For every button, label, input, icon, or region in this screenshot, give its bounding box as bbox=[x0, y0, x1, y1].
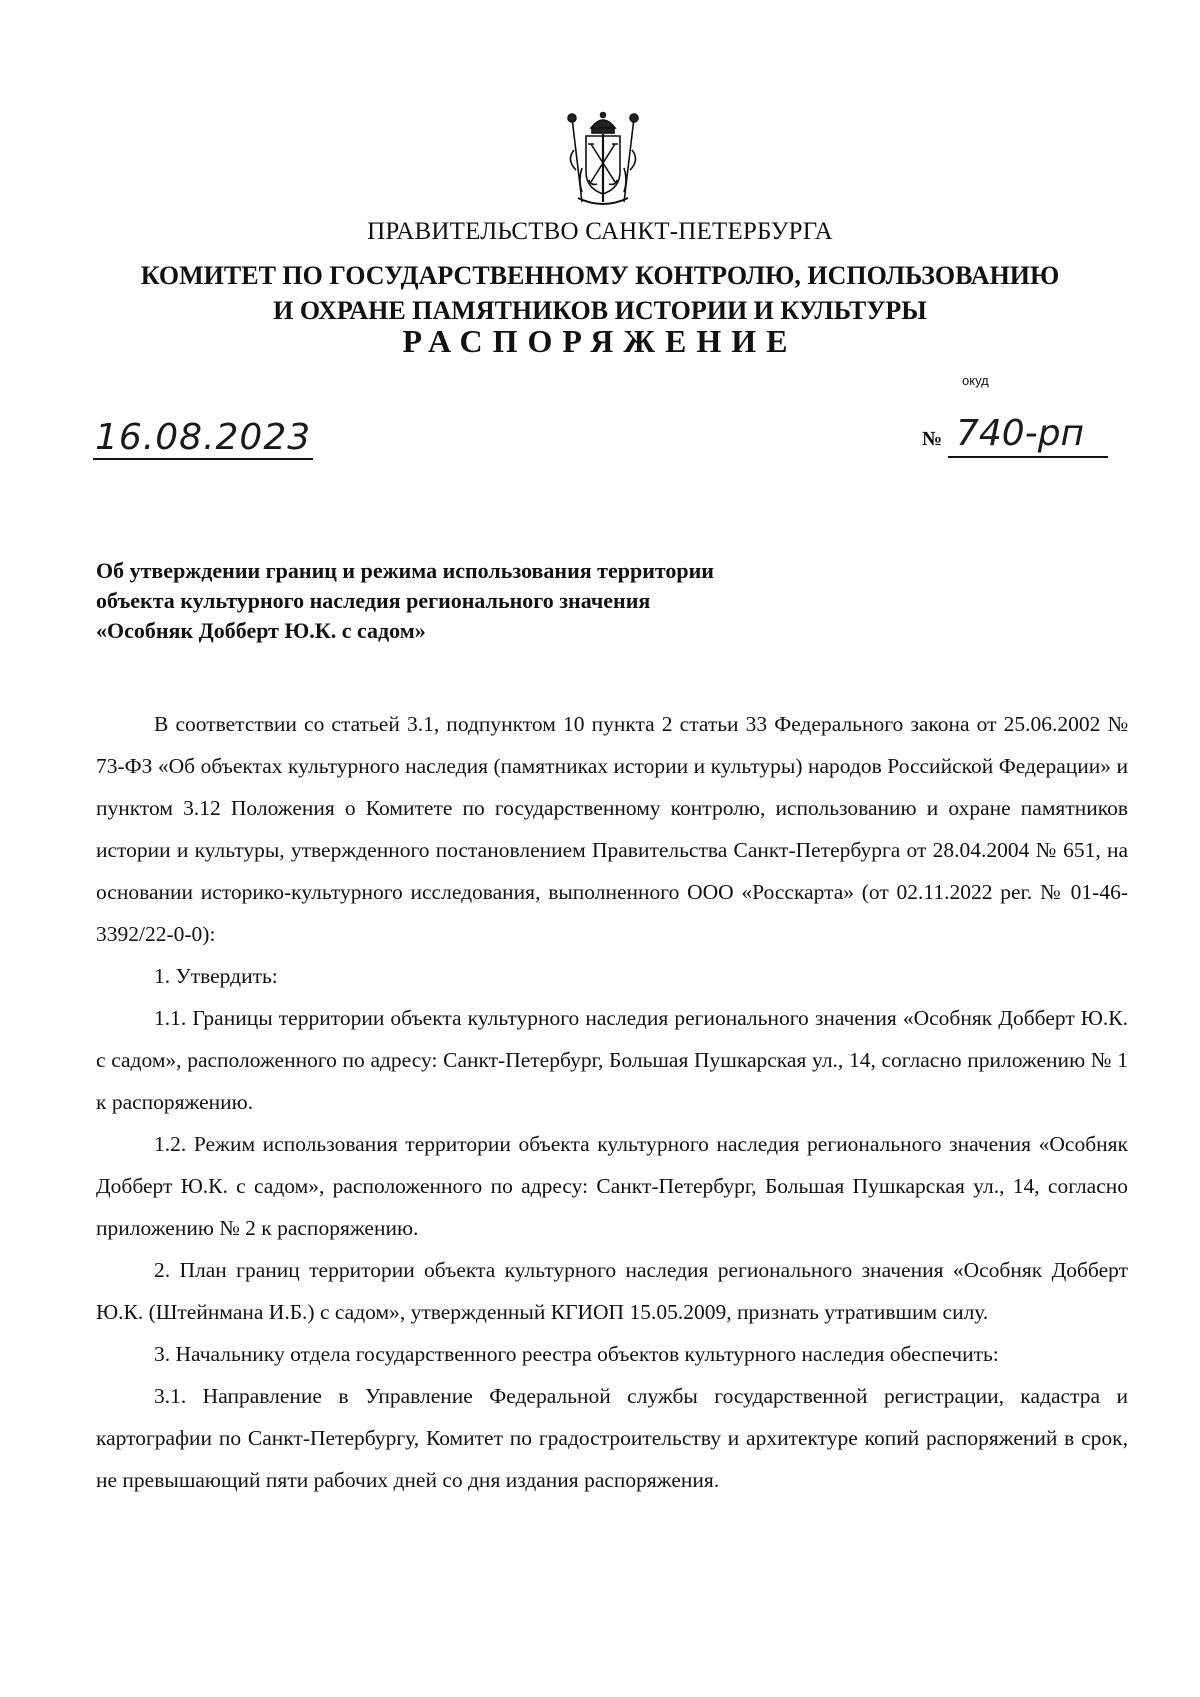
committee-name bbox=[0, 258, 1200, 328]
government-name: ПРАВИТЕЛЬСТВО САНКТ-ПЕТЕРБУРГА bbox=[367, 218, 833, 245]
paragraph-2: 2. План границ территории объекта культурного наследия регионального значения «Особняк Добберт Ю.К. (Штейнмана И.Б.) с садом», утвержденный КГИОП 15.05.2009, признать утратившим силу. bbox=[96, 1258, 1128, 1324]
document-number: 740-рп bbox=[948, 412, 1108, 458]
coat-of-arms-icon bbox=[564, 110, 642, 210]
paragraph-3-1: 3.1. Направление в Управление Федеральной службы государственной регистрации, кадастра и картографии по Санкт-Петербургу, Комитет по градостроительству и архитектуре копий распоряжений в срок, не превышающий пяти рабочих дней со дня издания распоряжения. bbox=[96, 1384, 1128, 1492]
document-type: РАСПОРЯЖЕНИЕ bbox=[402, 323, 798, 359]
paragraph-3: 3. Начальнику отдела государственного реестра объектов культурного наследия обеспечить: bbox=[154, 1342, 999, 1366]
subject-line-3: «Особняк Добберт Ю.К. с садом» bbox=[96, 618, 426, 643]
subject-line-2: объекта культурного наследия регионального значения bbox=[96, 588, 651, 613]
committee-line-1: КОМИТЕТ ПО ГОСУДАРСТВЕННОМУ КОНТРОЛЮ, ИСПОЛЬЗОВАНИЮ bbox=[140, 261, 1060, 290]
paragraph-1-1: 1.1. Границы территории объекта культурного наследия регионального значения «Особняк Добберт Ю.К. с садом», расположенного по адресу: Санкт-Петербург, Большая Пушкарская ул., 14, согласно приложению № 1 к распоряжению. bbox=[96, 1006, 1128, 1114]
document-body bbox=[96, 703, 1128, 1501]
document-subject bbox=[96, 556, 714, 646]
document-date: 16.08.2023 bbox=[95, 417, 312, 458]
number-label: № bbox=[922, 428, 943, 450]
subject-line-1: Об утверждении границ и режима использования территории bbox=[96, 558, 714, 583]
committee-line-2: И ОХРАНЕ ПАМЯТНИКОВ ИСТОРИИ И КУЛЬТУРЫ bbox=[273, 296, 927, 325]
paragraph-preamble: В соответствии со статьей 3.1, подпунктом 10 пункта 2 статьи 33 Федерального закона от 25.06.2002 № 73-ФЗ «Об объектах культурного наследия (памятниках истории и культуры) народов Российской Федерации» и пунктом 3.12 Положения о Комитете по государственному контролю, использованию и охране памятников истории и культуры, утвержденного постановлением Правительства Санкт-Петербурга от 28.04.2004 № 651, на основании историко-культурного исследования, выполненного ООО «Росскарта» (от 02.11.2022 рег. № 01-46-3392/22-0-0): bbox=[96, 712, 1128, 946]
okud-label: окуд bbox=[962, 373, 989, 388]
paragraph-1-2: 1.2. Режим использования территории объекта культурного наследия регионального значения «Особняк Добберт Ю.К. с садом», расположенного по адресу: Санкт-Петербург, Большая Пушкарская ул., 14, согласно приложению № 2 к распоряжению. bbox=[96, 1132, 1128, 1240]
paragraph-1: 1. Утвердить: bbox=[154, 964, 278, 988]
